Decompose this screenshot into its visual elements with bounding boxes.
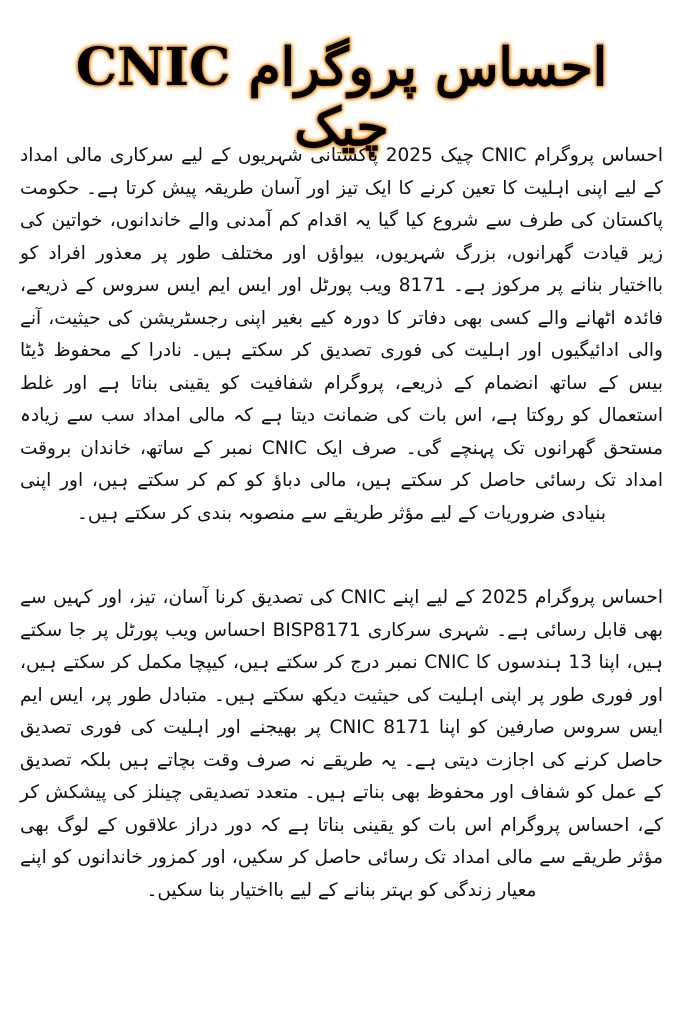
article-paragraph-2: احساس پروگرام 2025 کے لیے اپنے CNIC کی تصدیق کرنا آسان، تیز، اور کہیں سے بھی قابل رسائی ہے۔ شہری سرکاری BISP8171 احساس ویب پورٹل پر جا سکتے ہیں، اپنا 13 ہندسوں کا CNIC نمبر درج کر سکتے ہیں، کیپچا مکمل کر سکتے ہیں، اور فوری طور پر اپنی اہلیت کی حیثیت دیکھ سکتے ہیں۔ متبادل طور پر، ایس ایم ایس سروس صارفین کو اپنا CNIC 8171 پر بھیجنے اور اہلیت کی فوری تصدیق حاصل کرنے کی اجازت دیتی ہے۔ یہ طریقے نہ صرف وقت بچاتے ہیں بلکہ تصدیق کے عمل کو شفاف اور محفوظ بھی بناتے ہیں۔ متعدد تصدیقی چینلز کی پیشکش کر کے، احساس پروگرام اس بات کو یقینی بناتا ہے کہ دور دراز علاقوں کے لوگ بھی مؤثر طریقے سے مالی امداد تک رسائی حاصل کر سکیں، اور کمزور خاندانوں کو اپنے معیار زندگی کو بہتر بنانے کے لیے بااختیار بنا سکیں۔ bbox=[20, 587, 664, 901]
article-title: احساس پروگرام CNIC چیک bbox=[75, 37, 608, 158]
article-paragraph-1: احساس پروگرام CNIC چیک 2025 پاکستانی شہریوں کے لیے سرکاری مالی امداد کے لیے اپنی اہلیت کا تعین کرنے کا ایک تیز اور آسان طریقہ پیش کرتا ہے۔ حکومت پاکستان کی طرف سے شروع کیا گیا یہ اقدام کم آمدنی والے خاندانوں، خواتین کی زیر قیادت گھرانوں، بزرگ شہریوں، بیواؤں اور مختلف طور پر معذور افراد کو بااختیار بنانے پر مرکوز ہے۔ 8171 ویب پورٹل اور ایس ایم ایس سروس کے ذریعے، فائدہ اٹھانے والے کسی بھی دفاتر کا دورہ کیے بغیر اپنی رجسٹریشن کی حیثیت، آنے والی ادائیگیوں اور اہلیت کی فوری تصدیق کر سکتے ہیں۔ نادرا کے محفوظ ڈیٹا بیس کے ساتھ انضمام کے ذریعے، پروگرام شفافیت کو یقینی بناتا ہے اور غلط استعمال کو روکتا ہے، اس بات کی ضمانت دیتا ہے کہ مالی امداد سب سے زیادہ مستحق گھرانوں تک پہنچے گی۔ صرف ایک CNIC نمبر کے ساتھ، خاندان بروقت امداد تک رسائی حاصل کر سکتے ہیں، مالی دباؤ کو کم کر سکتے ہیں، اور اپنی بنیادی ضروریات کے لیے مؤثر طریقے سے منصوبہ بندی کر سکتے ہیں۔ bbox=[20, 145, 664, 524]
